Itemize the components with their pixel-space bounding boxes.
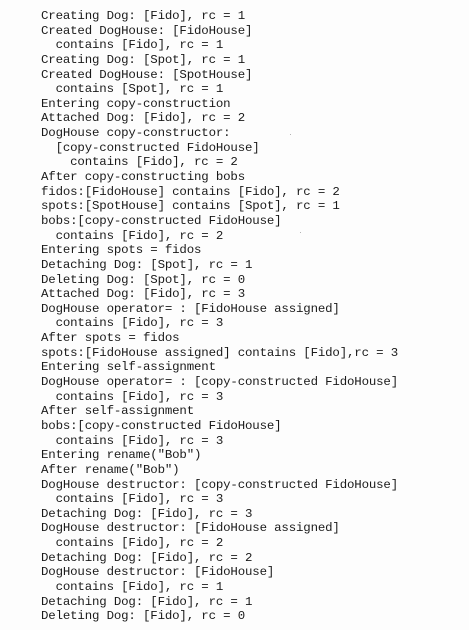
output-line: bobs:[copy-constructed FidoHouse]: [41, 213, 282, 228]
output-line: After copy-constructing bobs: [41, 170, 245, 185]
output-line: contains [Fido], rc = 2: [41, 155, 238, 170]
output-line: After self-assignment: [41, 404, 194, 419]
output-line: Detaching Dog: [Fido], rc = 2: [41, 550, 253, 565]
output-line: Entering spots = fidos: [41, 243, 202, 258]
output-line: Attached Dog: [Fido], rc = 3: [41, 287, 245, 302]
output-line: After rename("Bob"): [41, 462, 180, 477]
output-line: Detaching Dog: [Fido], rc = 1: [41, 594, 253, 609]
output-line: Entering rename("Bob"): [41, 448, 202, 463]
output-line: contains [Fido], rc = 2: [41, 228, 224, 243]
output-line: Created DogHouse: [SpotHouse]: [41, 67, 253, 82]
output-line: spots:[FidoHouse assigned] contains [Fido],rc = 3: [41, 345, 398, 360]
output-line: contains [Fido], rc = 1: [41, 38, 224, 53]
output-line: DogHouse operator= : [copy-constructed FidoHouse]: [41, 375, 398, 390]
output-line: Deleting Dog: [Fido], rc = 0: [41, 609, 245, 624]
output-line: After spots = fidos: [41, 331, 180, 346]
output-line: DogHouse copy-constructor:: [41, 126, 231, 141]
output-line: DogHouse destructor: [FidoHouse assigned]: [41, 521, 340, 536]
output-line: contains [Fido], rc = 3: [41, 389, 224, 404]
output-line: Creating Dog: [Fido], rc = 1: [41, 9, 245, 23]
output-line: spots:[SpotHouse] contains [Spot], rc = 1: [41, 199, 340, 214]
output-line: contains [Fido], rc = 3: [41, 316, 224, 331]
output-line: Attached Dog: [Fido], rc = 2: [41, 111, 245, 126]
output-line: Deleting Dog: [Spot], rc = 0: [41, 272, 245, 287]
output-line: bobs:[copy-constructed FidoHouse]: [41, 418, 282, 433]
output-line: contains [Fido], rc = 2: [41, 536, 224, 551]
output-line: fidos:[FidoHouse] contains [Fido], rc = 2: [41, 184, 340, 199]
output-line: contains [Spot], rc = 1: [41, 82, 224, 97]
output-line: [copy-constructed FidoHouse]: [41, 140, 260, 155]
output-line: Entering copy-construction: [41, 96, 231, 111]
output-line: Entering self-assignment: [41, 360, 216, 375]
output-line: Created DogHouse: [FidoHouse]: [41, 23, 253, 38]
output-line: Creating Dog: [Spot], rc = 1: [41, 52, 245, 67]
output-line: DogHouse operator= : [FidoHouse assigned]: [41, 301, 340, 316]
program-output-listing: [41, 9, 398, 624]
scan-speck: [300, 232, 301, 233]
scan-speck: [290, 134, 291, 135]
output-line: contains [Fido], rc = 1: [41, 579, 224, 594]
output-line: Detaching Dog: [Spot], rc = 1: [41, 257, 253, 272]
output-line: DogHouse destructor: [FidoHouse]: [41, 565, 275, 580]
output-line: Detaching Dog: [Fido], rc = 3: [41, 506, 253, 521]
output-line: DogHouse destructor: [copy-constructed FidoHouse]: [41, 477, 398, 492]
output-line: contains [Fido], rc = 3: [41, 492, 224, 507]
output-line: contains [Fido], rc = 3: [41, 433, 224, 448]
